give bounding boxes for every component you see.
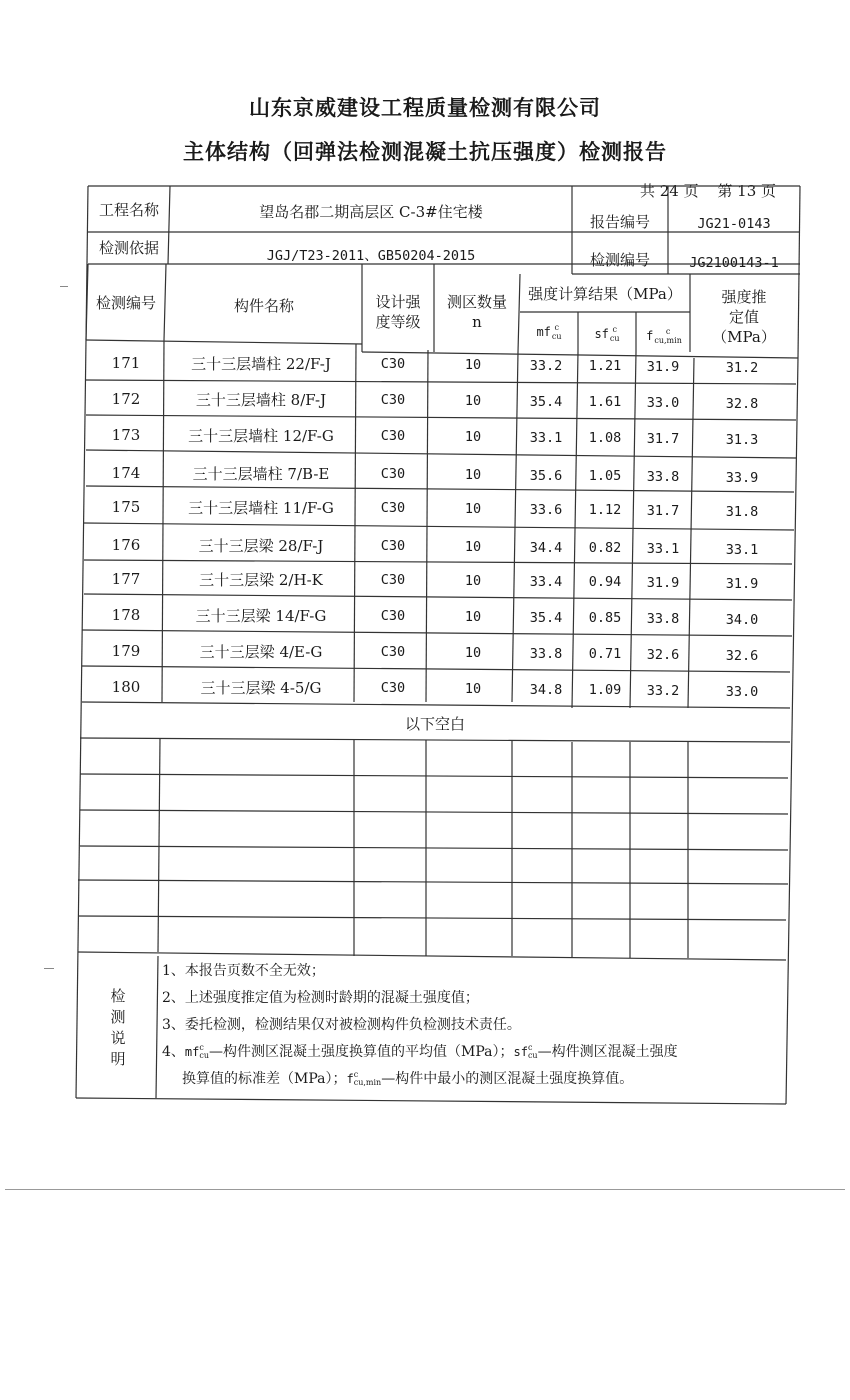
col-header-sf-sup: c [612,325,617,334]
cell-sf: 0.85 [588,610,622,627]
cell-fmin: 31.9 [646,359,680,376]
cell-sf: 1.05 [588,468,622,485]
cell-fmin: 31.7 [646,503,680,520]
cell-fmin: 32.6 [646,647,680,664]
cell-no: 178 [111,605,141,624]
cell-grade: C30 [380,392,406,409]
cell-mf: 33.8 [529,645,563,662]
report-no-label: 报告编号 [589,212,650,231]
cell-mf: 33.6 [529,501,563,518]
note-line-4-prefix: 4、 [162,1044,185,1060]
col-header-sf-sub: cu [609,334,620,343]
cell-name: 三十三层墙柱 8/F-J [195,390,327,409]
col-header-sf-main: sf [594,326,609,341]
cell-est: 33.0 [725,683,759,700]
cell-grade: C30 [380,572,406,589]
cell-name: 三十三层墙柱 12/F-G [188,426,334,445]
col-header-mf-sub: cu [551,332,562,341]
cell-n: 10 [464,644,482,661]
note-mf-sub: cu [199,1051,210,1060]
test-no-label: 检测编号 [589,250,650,269]
cell-fmin: 33.8 [646,469,680,486]
notes-label-char-3: 说 [110,1029,126,1047]
total-pages: 共 24 页 [640,182,699,200]
basis-value: JGJ/T23-2011、GB50204-2015 [266,247,476,264]
col-header-estimate-line2: 定值 [728,307,759,326]
cell-grade: C30 [380,356,406,373]
col-header-fmin-main: f [646,328,654,343]
cell-n: 10 [464,356,482,373]
note-sf-sup: c [527,1043,533,1052]
notes-body [162,958,782,1093]
cell-n: 10 [464,466,482,483]
margin-mark [44,968,54,969]
cell-est: 31.2 [725,359,759,376]
cell-n: 10 [464,572,482,589]
cell-mf: 34.4 [529,539,563,556]
cell-est: 32.8 [725,395,759,412]
cell-no: 171 [111,353,141,372]
cell-no: 180 [111,677,141,696]
col-header-zones [434,272,520,352]
col-header-design-grade-line2: 度等级 [375,313,421,331]
col-header-estimate [690,278,798,356]
col-header-mf [520,312,578,352]
note-f-symbol: f [346,1072,354,1086]
cell-est: 32.6 [725,647,759,664]
cell-n: 10 [464,392,482,409]
cell-no: 172 [111,389,141,408]
cell-grade: C30 [380,428,406,445]
cell-sf: 1.09 [588,682,622,699]
cell-fmin: 33.0 [646,395,680,412]
note-f-sup: c [353,1070,359,1079]
note-line-4 [162,1039,782,1066]
col-header-test-no: 检测编号 [95,293,156,312]
cell-est: 31.9 [725,575,759,592]
note-line-5-a: 换算值的标准差（MPa）； [182,1071,347,1087]
cell-est: 31.3 [725,431,759,448]
report-title: 主体结构（回弹法检测混凝土抗压强度）检测报告 [183,139,667,164]
cell-mf: 34.8 [529,681,563,698]
cell-name: 三十三层梁 28/F-J [198,536,324,555]
note-f-sub: cu,min [353,1078,382,1087]
project-name-label: 工程名称 [98,200,159,219]
cell-name: 三十三层墙柱 22/F-J [191,354,331,373]
project-name-value: 望岛名郡二期高层区 C-3#住宅楼 [259,202,483,221]
cell-sf: 0.71 [588,646,622,663]
note-line-3: 3、委托检测，检测结果仅对被检测构件负检测技术责任。 [162,1017,521,1033]
cell-sf: 1.21 [588,358,622,375]
cell-sf: 0.94 [588,574,622,591]
note-mf-symbol: mf [184,1045,200,1059]
cell-n: 10 [464,680,482,697]
col-header-design-grade [362,272,434,352]
cell-est: 33.9 [725,469,759,486]
col-header-fmin-sup: c [665,327,671,336]
cell-fmin: 31.7 [646,431,680,448]
cell-sf: 1.08 [588,430,622,447]
col-header-estimate-line1: 强度推 [721,287,767,306]
cell-n: 10 [464,538,482,555]
cell-name: 三十三层梁 4/E-G [199,642,323,661]
margin-mark [60,286,68,287]
note-line-1: 1、本报告页数不全无效； [162,963,325,979]
note-sf-sub: cu [527,1051,538,1060]
note-sf-symbol: sf [513,1045,528,1059]
cell-fmin: 31.9 [646,575,680,592]
cell-sf: 0.82 [588,540,622,557]
cell-mf: 35.4 [529,393,563,410]
cell-n: 10 [464,500,482,517]
cell-grade: C30 [380,608,406,625]
cell-name: 三十三层墙柱 7/B-E [192,464,330,483]
col-header-design-grade-line1: 设计强 [375,292,421,311]
notes-label-char-2: 测 [110,1008,126,1026]
cell-mf: 33.1 [529,429,563,446]
note-mf-sup: c [199,1043,204,1052]
cell-name: 三十三层墙柱 11/F-G [188,498,334,517]
col-header-sf [578,314,636,354]
cell-no: 174 [111,463,141,482]
note-line-5-b: —构件中最小的测区混凝土强度换算值。 [381,1071,634,1087]
report-company-title: 山东京威建设工程质量检测有限公司 [249,95,601,120]
cell-grade: C30 [380,680,406,697]
cell-sf: 1.12 [588,502,622,519]
col-header-mf-main: mf [536,324,551,339]
note-line-5 [162,1066,782,1093]
note-line-4-b: —构件测区混凝土强度 [537,1044,678,1060]
note-line-4-a: —构件测区混凝土强度换算值的平均值（MPa）； [209,1044,514,1060]
current-page: 第 13 页 [717,182,777,200]
cell-n: 10 [464,428,482,445]
cell-sf: 1.61 [588,394,622,411]
cell-est: 34.0 [725,611,759,628]
cell-est: 31.8 [725,503,759,520]
cell-no: 177 [111,569,141,588]
cell-name: 三十三层梁 2/H-K [199,570,323,589]
blank-below-note: 以下空白 [404,714,465,733]
test-no-value: JG2100143-1 [689,254,779,271]
cell-no: 179 [111,641,141,660]
cell-grade: C30 [380,500,406,517]
page-edge-line [5,1189,845,1190]
cell-mf: 33.4 [529,573,563,590]
cell-n: 10 [464,608,482,625]
cell-fmin: 33.2 [646,683,680,700]
cell-grade: C30 [380,538,406,555]
report-no-value: JG21-0143 [697,215,771,232]
cell-est: 33.1 [725,541,759,558]
col-header-fmin-sub: cu,min [654,336,682,345]
cell-fmin: 33.1 [646,541,680,558]
cell-no: 173 [111,425,141,444]
cell-mf: 35.6 [529,467,563,484]
notes-label-char-1: 检 [110,987,126,1005]
notes-label [78,958,158,1098]
col-header-component: 构件名称 [233,296,294,315]
col-header-zones-line1: 测区数量 [446,292,507,311]
cell-name: 三十三层梁 14/F-G [195,606,327,625]
col-header-zones-line2: n [472,313,482,331]
cell-mf: 33.2 [529,357,563,374]
col-header-calc-results: 强度计算结果（MPa） [528,284,682,303]
cell-no: 175 [111,497,141,516]
note-line-2: 2、上述强度推定值为检测时龄期的混凝土强度值； [162,990,479,1006]
col-header-estimate-line3: （MPa） [712,328,776,347]
notes-label-char-4: 明 [110,1050,126,1068]
cell-no: 176 [111,535,141,554]
cell-fmin: 33.8 [646,611,680,628]
cell-name: 三十三层梁 4-5/G [200,678,322,697]
cell-grade: C30 [380,466,406,483]
col-header-mf-sup: c [554,323,559,332]
cell-grade: C30 [380,644,406,661]
basis-label: 检测依据 [98,238,159,257]
cell-mf: 35.4 [529,609,563,626]
